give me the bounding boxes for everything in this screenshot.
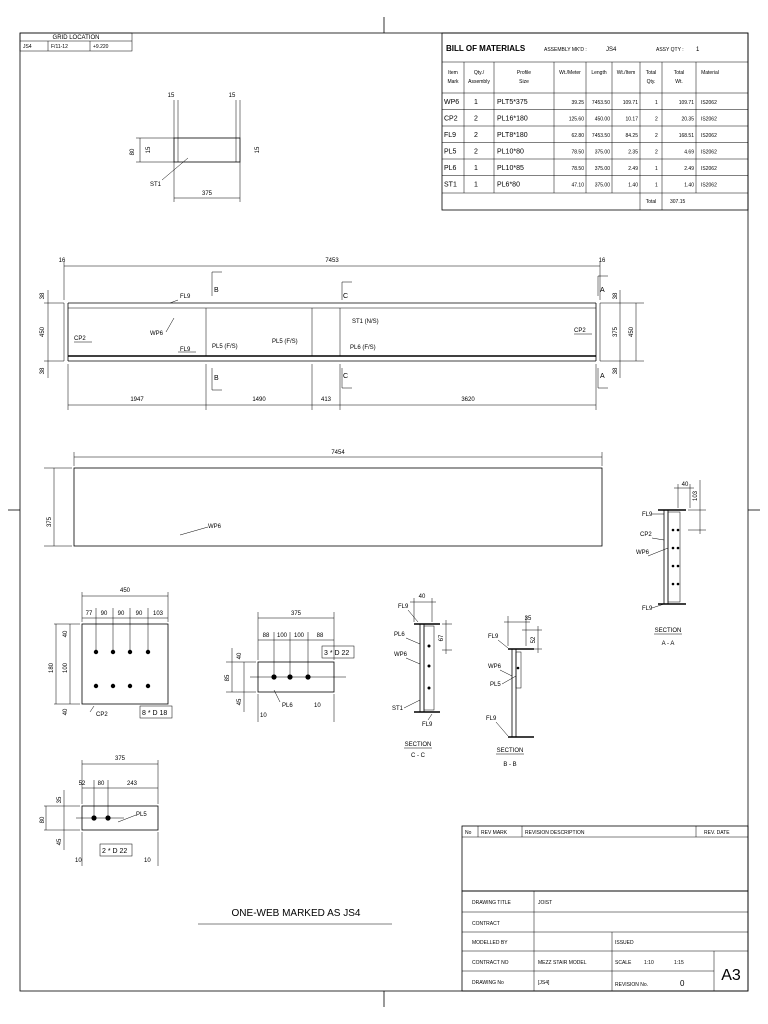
bom-assembly-label: ASSEMBLY MK'D : [544, 47, 587, 53]
web-label: WP6 [208, 524, 222, 530]
elev-label: PL5 (F/S) [212, 344, 238, 350]
pl5-vert-dim: 80 [40, 816, 46, 824]
grid-cell: JS4 [23, 44, 32, 50]
tb-scale-value: 1:10 [644, 960, 654, 966]
bom-header: Total [645, 70, 657, 76]
bom-cell: 1 [474, 181, 478, 189]
st1-dim: 15 [167, 93, 175, 99]
tb-issued-label: ISSUED [615, 940, 634, 946]
tb-contract-label: CONTRACT [472, 921, 500, 927]
bom-header: Total [673, 70, 685, 76]
pl6-spacing-dim: 100 [293, 633, 305, 639]
section-aa-label: WP6 [636, 550, 650, 556]
elev-section-mark: C [343, 373, 349, 380]
web-height-dim: 375 [47, 516, 53, 528]
web-length-dim: 7454 [331, 450, 345, 456]
elev-h-dim: 450 [629, 326, 635, 338]
tb-modelled-by-label: MODELLED BY [472, 940, 508, 946]
bom-cell: 1 [655, 182, 658, 189]
pl5-spacing-dim: 52 [78, 781, 86, 787]
bom-cell: 2 [474, 115, 478, 123]
bom-cell: IS2062 [701, 149, 717, 156]
pl6-width-dim: 375 [290, 611, 302, 617]
section-cc-sub: C - C [411, 753, 425, 759]
pl5-width-dim: 375 [114, 756, 126, 762]
bolt-hole [128, 650, 132, 654]
bom-cell: 109.71 [622, 100, 638, 106]
bom-cell: PL16*180 [497, 115, 528, 123]
bom-total-label: Total [645, 199, 657, 205]
bom-cell: 109.71 [678, 100, 694, 106]
revision-table [462, 826, 748, 891]
cp2-label: CP2 [96, 712, 108, 718]
bom-cell: IS2062 [701, 116, 717, 123]
rev-header: No [465, 830, 472, 836]
section-bb-label: FL9 [486, 716, 497, 722]
bom-cell: PLT5*375 [497, 99, 528, 106]
bom-cell: PL6*80 [497, 181, 520, 189]
elev-label: CP2 [74, 336, 86, 342]
cp2-spacing-dim: 90 [117, 611, 125, 617]
bom-header: Wt./Item [616, 70, 636, 76]
rev-header: REVISION DESCRIPTION [525, 830, 585, 836]
bolt-hole [91, 815, 96, 820]
section-aa-sub: A - A [661, 641, 675, 647]
bom-cell: 7453.50 [591, 100, 610, 106]
bom-cell: 375.00 [594, 182, 610, 189]
section-aa-dim: 40 [681, 482, 689, 488]
cp2-vert-dim: 100 [63, 662, 69, 674]
bom-cell: FL9 [444, 132, 457, 139]
cp2-vert-dim: 40 [63, 708, 69, 716]
elev-h-dim: 450 [40, 326, 46, 338]
pl5-spacing-dim: 243 [126, 781, 138, 787]
section-a-a [636, 480, 706, 647]
elev-end-dim: 16 [58, 258, 66, 264]
web-plate-detail [44, 450, 602, 546]
bom-cell: 1 [474, 99, 478, 106]
elev-seg-dim: 1490 [252, 397, 266, 403]
tb-drawing-title-value: JOIST [538, 900, 553, 906]
section-cc-dim: 40 [418, 594, 426, 600]
cp2-vert-dim: 180 [49, 662, 55, 674]
elev-h-dim: 375 [613, 326, 619, 338]
bolt-hole [111, 684, 115, 688]
st1-dim: 15 [228, 93, 236, 99]
bom-header: Length [591, 70, 607, 76]
bom-cell: 2 [655, 116, 658, 123]
bom-cell: 62.80 [571, 133, 584, 139]
cp2-holes-note: 8 * D 18 [142, 710, 168, 717]
elev-seg-dim: 3620 [461, 397, 475, 403]
elev-h-dim: 38 [613, 292, 619, 300]
elev-label: WP6 [150, 331, 164, 337]
elev-section-mark: A [600, 287, 605, 294]
tb-drawing-no-value: [JS4] [538, 980, 550, 986]
bom-cell: 1 [655, 166, 658, 172]
bom-cell: WP6 [444, 99, 460, 106]
section-cc-label: FL9 [422, 722, 433, 728]
elev-overall-dim: 7453 [325, 258, 339, 264]
bom-qty-label: ASSY QTY : [656, 47, 684, 53]
st1-dim: 15 [255, 146, 261, 154]
tb-contract-no-value: MEZZ STAIR MODEL [538, 960, 587, 966]
bom-cell: 2 [655, 133, 658, 139]
bom-cell: PL5 [444, 148, 457, 156]
section-aa-label: FL9 [642, 606, 653, 612]
bom-cell: 1.40 [628, 182, 638, 189]
st1-dim: 15 [146, 146, 152, 154]
bom-cell: IS2062 [701, 100, 717, 106]
tb-drawing-title-label: DRAWING TITLE [472, 900, 511, 906]
bom-cell: PL10*85 [497, 165, 524, 172]
elev-h-dim: 38 [40, 292, 46, 300]
bom-cell: 1.40 [684, 182, 694, 189]
elev-section-mark: C [343, 293, 349, 300]
bom-cell: CP2 [444, 115, 458, 123]
bom-cell: 450.00 [594, 116, 610, 123]
pl6-vert-dim: 40 [237, 652, 243, 660]
cp2-width-dim: 450 [119, 588, 131, 594]
bom-header: Profile [516, 70, 532, 76]
bom-cell: ST1 [444, 181, 457, 189]
pl5-vert-dim: 10 [75, 858, 82, 864]
bom-cell: 2.49 [628, 166, 638, 172]
pl5-vert-dim: 45 [57, 838, 63, 846]
elev-seg-dim: 413 [320, 397, 332, 403]
cp2-vert-dim: 40 [63, 630, 69, 638]
elev-section-mark: B [214, 287, 219, 294]
bom-cell: PL6 [444, 165, 457, 172]
bom-cell: 2 [474, 148, 478, 156]
pl5-vert-dim: 10 [144, 858, 151, 864]
joist-elevation [40, 258, 644, 410]
bom-header: Wt. [675, 79, 683, 85]
st1-detail [130, 93, 261, 202]
bom-cell: 1 [474, 165, 478, 172]
elev-label: ST1 (N/S) [352, 319, 379, 325]
cp2-spacing-dim: 103 [152, 611, 164, 617]
section-cc-label: ST1 [392, 706, 404, 712]
elev-label: PL6 (F/S) [350, 345, 376, 351]
elev-h-dim: 38 [613, 367, 619, 375]
pl6-detail [225, 611, 354, 722]
section-bb-sub: B - B [503, 762, 517, 768]
bolt-hole [94, 684, 98, 688]
pl6-spacing-dim: 100 [276, 633, 288, 639]
tb-revision-no-value: 0 [680, 979, 685, 988]
section-c-c [392, 594, 452, 759]
cp2-spacing-dim: 90 [100, 611, 108, 617]
section-cc-label: WP6 [394, 652, 408, 658]
bom-cell: 7453.50 [591, 133, 610, 139]
bom-cell: 375.00 [594, 149, 610, 156]
bolt-hole [128, 684, 132, 688]
section-bb-title: SECTION [496, 748, 524, 754]
tb-contract-no-label: CONTRACT NO [472, 960, 509, 966]
bom-cell: 10.17 [625, 116, 638, 123]
bom-cell: 168.51 [678, 133, 694, 139]
bill-of-materials [442, 33, 748, 210]
st1-dim: 80 [130, 148, 136, 156]
pl5-spacing-dim: 80 [97, 781, 105, 787]
elev-section-mark: B [214, 375, 219, 382]
tb-drawing-no-label: DRAWING No [472, 980, 504, 986]
grid-location-title: GRID LOCATION [52, 35, 100, 41]
bolt-hole [105, 815, 110, 820]
bom-cell: 78.50 [571, 149, 584, 156]
pl6-spacing-dim: 88 [316, 633, 324, 639]
elev-label: CP2 [574, 328, 586, 334]
grid-location-box [20, 33, 132, 51]
section-aa-title: SECTION [654, 628, 682, 634]
bolt-hole [271, 674, 276, 679]
bolt-hole [146, 684, 150, 688]
grid-cell: +9.220 [93, 44, 109, 50]
bom-cell: 78.50 [571, 166, 584, 172]
bom-header: Item [448, 70, 458, 76]
rev-header: REV MARK [481, 830, 508, 836]
bom-cell: 2 [655, 149, 658, 156]
elev-label: PL5 (F/S) [272, 339, 298, 345]
bom-cell: 47.10 [571, 182, 584, 189]
pl5-label: PL5 [136, 812, 147, 818]
bolt-hole [111, 650, 115, 654]
elev-label: FL9 [180, 347, 191, 353]
bom-cell: 2.35 [628, 149, 638, 156]
section-bb-label: WP6 [488, 664, 502, 670]
elev-end-dim: 16 [598, 258, 606, 264]
bom-header: Qty./ [473, 70, 485, 76]
bom-cell: 2 [474, 132, 478, 139]
section-bb-label: FL9 [488, 634, 499, 640]
section-bb-dim: 35 [524, 616, 532, 622]
elev-h-dim: 38 [40, 367, 46, 375]
section-cc-dim: 67 [439, 634, 445, 642]
bom-cell: IS2062 [701, 182, 717, 189]
bolt-hole [146, 650, 150, 654]
cp2-spacing-dim: 90 [135, 611, 143, 617]
bom-total-value: 307.15 [670, 199, 686, 205]
pl6-holes-note: 3 * D 22 [324, 650, 350, 657]
sheet-border [20, 33, 748, 991]
section-aa-dim: 103 [693, 490, 699, 502]
bom-header: Size [519, 79, 529, 85]
st1-label: ST1 [150, 182, 162, 188]
bom-cell: IS2062 [701, 166, 717, 172]
bom-cell: IS2062 [701, 133, 717, 139]
pl6-vert-dim: 10 [314, 703, 321, 709]
bom-cell: PL10*80 [497, 148, 524, 156]
bom-cell: PLT8*180 [497, 132, 528, 139]
bom-header: Qty. [646, 79, 656, 85]
rev-header: REV. DATE [704, 830, 730, 836]
bolt-hole [94, 650, 98, 654]
pl6-spacing-dim: 88 [262, 633, 270, 639]
bom-cell: 39.25 [571, 100, 584, 106]
tb-scale-value: 1:15 [674, 960, 684, 966]
pl6-vert-dim: 45 [237, 698, 243, 706]
bom-cell: 4.69 [684, 149, 694, 156]
pl6-label: PL6 [282, 703, 293, 709]
bom-cell: 1 [655, 100, 658, 106]
grid-cell: F/11-12 [51, 44, 68, 50]
bom-header: Assembly [468, 79, 490, 85]
section-bb-label: PL5 [490, 682, 501, 688]
pl5-holes-note: 2 * D 22 [102, 848, 128, 855]
tb-sheet-size: A3 [721, 967, 741, 984]
tb-scale-label: SCALE [615, 960, 632, 966]
pl5-vert-dim: 35 [57, 796, 63, 804]
bom-header: Material [701, 70, 719, 76]
section-cc-label: PL6 [394, 632, 405, 638]
st1-dim: 375 [201, 191, 213, 197]
cp2-spacing-dim: 77 [85, 611, 93, 617]
bom-cell: 84.25 [625, 133, 638, 139]
bom-cell: 20.35 [681, 116, 694, 123]
bom-cell: 2.49 [684, 166, 694, 172]
tb-revision-no-label: REVISION No. [615, 982, 649, 988]
cp2-detail [49, 588, 172, 718]
bolt-hole [305, 674, 310, 679]
title-block [462, 891, 748, 991]
elev-seg-dim: 1947 [130, 397, 144, 403]
elev-label: FL9 [180, 294, 191, 300]
section-cc-label: FL9 [398, 604, 409, 610]
bom-assembly-value: JS4 [606, 47, 617, 53]
section-aa-label: CP2 [640, 532, 652, 538]
section-cc-title: SECTION [404, 742, 432, 748]
bom-cell: 375.00 [594, 166, 610, 172]
bolt-hole [287, 674, 292, 679]
bom-header: Wt./Meter [559, 70, 581, 76]
section-b-b [486, 616, 542, 768]
bom-qty-value: 1 [696, 47, 700, 53]
elev-section-mark: A [600, 373, 605, 380]
section-bb-dim: 52 [531, 636, 537, 644]
pl6-vert-dim: 85 [225, 674, 231, 682]
drawing-caption: ONE-WEB MARKED AS JS4 [231, 908, 361, 919]
section-aa-label: FL9 [642, 512, 653, 518]
bom-title: BILL OF MATERIALS [446, 44, 526, 53]
pl5-detail [40, 756, 158, 866]
pl6-vert-dim: 10 [260, 713, 267, 719]
bom-cell: 125.60 [568, 116, 584, 123]
bom-header: Mark [447, 79, 459, 85]
